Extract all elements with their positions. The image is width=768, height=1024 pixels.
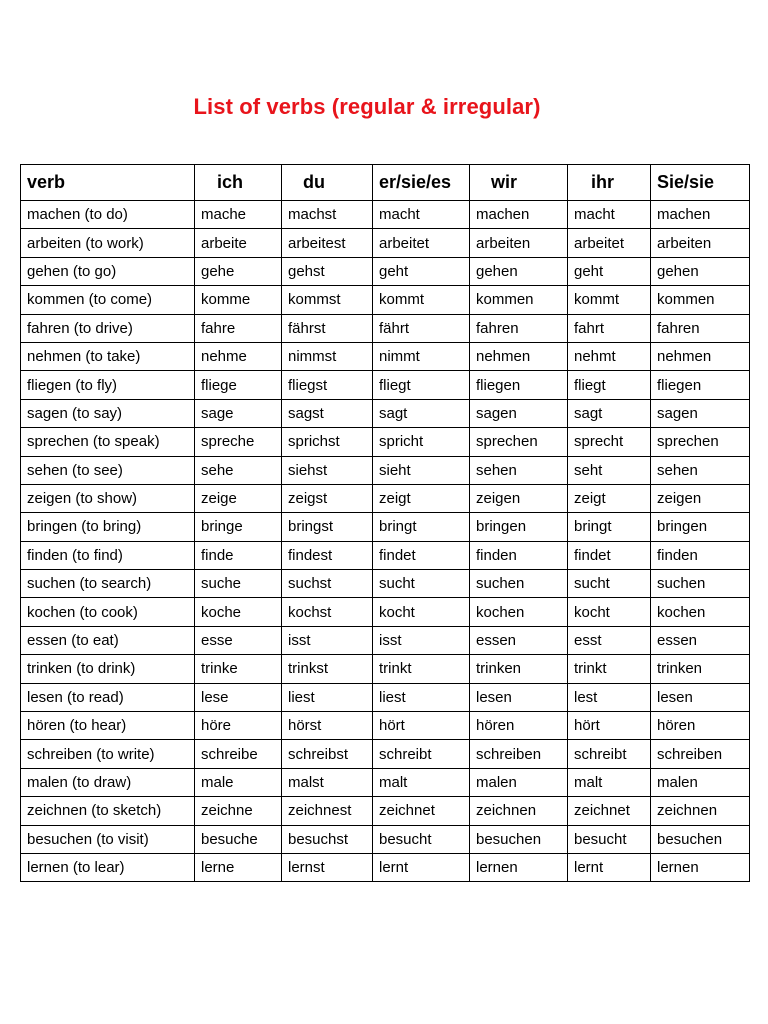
table-row bbox=[21, 342, 750, 370]
cell-du: zeigst bbox=[282, 484, 373, 512]
cell-ich: esse bbox=[195, 626, 282, 654]
cell-er-sie-es: zeigt bbox=[373, 484, 470, 512]
table-row bbox=[21, 286, 750, 314]
cell-er-sie-es: liest bbox=[373, 683, 470, 711]
cell-ihr: findet bbox=[568, 541, 651, 569]
cell-verb: suchen (to search) bbox=[21, 570, 195, 598]
cell-verb: fliegen (to fly) bbox=[21, 371, 195, 399]
cell-ich: arbeite bbox=[195, 229, 282, 257]
cell-du: arbeitest bbox=[282, 229, 373, 257]
cell-du: suchst bbox=[282, 570, 373, 598]
table-row bbox=[21, 598, 750, 626]
cell-ich: zeichne bbox=[195, 797, 282, 825]
cell-ihr: besucht bbox=[568, 825, 651, 853]
cell-er-sie-es: nimmt bbox=[373, 342, 470, 370]
cell-ich: fahre bbox=[195, 314, 282, 342]
table-row bbox=[21, 484, 750, 512]
cell-ihr: trinkt bbox=[568, 655, 651, 683]
cell-er-sie-es: geht bbox=[373, 257, 470, 285]
table-body bbox=[21, 201, 750, 882]
cell-er-sie-es: spricht bbox=[373, 428, 470, 456]
table-row bbox=[21, 371, 750, 399]
cell-verb: kochen (to cook) bbox=[21, 598, 195, 626]
cell-ihr: seht bbox=[568, 456, 651, 484]
cell-du: zeichnest bbox=[282, 797, 373, 825]
cell-wir: sprechen bbox=[470, 428, 568, 456]
cell-sie-formal: malen bbox=[651, 768, 750, 796]
cell-ihr: arbeitet bbox=[568, 229, 651, 257]
cell-wir: suchen bbox=[470, 570, 568, 598]
cell-verb: schreiben (to write) bbox=[21, 740, 195, 768]
cell-ihr: sucht bbox=[568, 570, 651, 598]
column-header-er-sie-es: er/sie/es bbox=[373, 165, 470, 201]
cell-du: gehst bbox=[282, 257, 373, 285]
cell-verb: kommen (to come) bbox=[21, 286, 195, 314]
cell-er-sie-es: kocht bbox=[373, 598, 470, 626]
column-header-ihr: ihr bbox=[568, 165, 651, 201]
cell-ich: fliege bbox=[195, 371, 282, 399]
table-row bbox=[21, 570, 750, 598]
cell-sie-formal: fahren bbox=[651, 314, 750, 342]
cell-ich: finde bbox=[195, 541, 282, 569]
cell-verb: lernen (to lear) bbox=[21, 853, 195, 881]
cell-sie-formal: trinken bbox=[651, 655, 750, 683]
table-row bbox=[21, 456, 750, 484]
cell-er-sie-es: schreibt bbox=[373, 740, 470, 768]
cell-wir: sehen bbox=[470, 456, 568, 484]
cell-ich: nehme bbox=[195, 342, 282, 370]
cell-ihr: bringt bbox=[568, 513, 651, 541]
cell-verb: sehen (to see) bbox=[21, 456, 195, 484]
cell-wir: fahren bbox=[470, 314, 568, 342]
cell-sie-formal: kommen bbox=[651, 286, 750, 314]
cell-ich: lerne bbox=[195, 853, 282, 881]
cell-verb: finden (to find) bbox=[21, 541, 195, 569]
cell-ich: besuche bbox=[195, 825, 282, 853]
cell-er-sie-es: hört bbox=[373, 712, 470, 740]
cell-verb: arbeiten (to work) bbox=[21, 229, 195, 257]
cell-sie-formal: machen bbox=[651, 201, 750, 229]
table-header bbox=[21, 165, 750, 201]
table-row bbox=[21, 257, 750, 285]
cell-du: isst bbox=[282, 626, 373, 654]
cell-er-sie-es: fährt bbox=[373, 314, 470, 342]
table-row bbox=[21, 201, 750, 229]
cell-wir: lesen bbox=[470, 683, 568, 711]
cell-wir: arbeiten bbox=[470, 229, 568, 257]
cell-verb: sprechen (to speak) bbox=[21, 428, 195, 456]
cell-sie-formal: sagen bbox=[651, 399, 750, 427]
cell-verb: bringen (to bring) bbox=[21, 513, 195, 541]
cell-du: sagst bbox=[282, 399, 373, 427]
table-row bbox=[21, 853, 750, 881]
cell-du: hörst bbox=[282, 712, 373, 740]
cell-du: fährst bbox=[282, 314, 373, 342]
table-row bbox=[21, 797, 750, 825]
table-row bbox=[21, 229, 750, 257]
cell-du: siehst bbox=[282, 456, 373, 484]
cell-sie-formal: zeichnen bbox=[651, 797, 750, 825]
cell-er-sie-es: lernt bbox=[373, 853, 470, 881]
table-row bbox=[21, 513, 750, 541]
cell-er-sie-es: findet bbox=[373, 541, 470, 569]
cell-du: bringst bbox=[282, 513, 373, 541]
table-row bbox=[21, 314, 750, 342]
cell-verb: fahren (to drive) bbox=[21, 314, 195, 342]
cell-ich: koche bbox=[195, 598, 282, 626]
cell-sie-formal: kochen bbox=[651, 598, 750, 626]
cell-verb: trinken (to drink) bbox=[21, 655, 195, 683]
cell-du: machst bbox=[282, 201, 373, 229]
cell-du: kochst bbox=[282, 598, 373, 626]
cell-ihr: macht bbox=[568, 201, 651, 229]
cell-wir: zeichnen bbox=[470, 797, 568, 825]
cell-ihr: malt bbox=[568, 768, 651, 796]
cell-du: findest bbox=[282, 541, 373, 569]
cell-verb: gehen (to go) bbox=[21, 257, 195, 285]
cell-ihr: lernt bbox=[568, 853, 651, 881]
cell-ich: sage bbox=[195, 399, 282, 427]
cell-ich: suche bbox=[195, 570, 282, 598]
verb-conjugation-table bbox=[20, 164, 750, 882]
table-row bbox=[21, 825, 750, 853]
table-row bbox=[21, 683, 750, 711]
cell-sie-formal: lernen bbox=[651, 853, 750, 881]
cell-ihr: fliegt bbox=[568, 371, 651, 399]
cell-wir: fliegen bbox=[470, 371, 568, 399]
cell-du: lernst bbox=[282, 853, 373, 881]
cell-sie-formal: nehmen bbox=[651, 342, 750, 370]
cell-sie-formal: sehen bbox=[651, 456, 750, 484]
cell-ich: sehe bbox=[195, 456, 282, 484]
cell-du: liest bbox=[282, 683, 373, 711]
cell-ich: gehe bbox=[195, 257, 282, 285]
header-row bbox=[21, 165, 750, 201]
table-row bbox=[21, 768, 750, 796]
cell-er-sie-es: arbeitet bbox=[373, 229, 470, 257]
cell-verb: nehmen (to take) bbox=[21, 342, 195, 370]
cell-sie-formal: suchen bbox=[651, 570, 750, 598]
cell-ich: trinke bbox=[195, 655, 282, 683]
cell-er-sie-es: malt bbox=[373, 768, 470, 796]
cell-du: nimmst bbox=[282, 342, 373, 370]
cell-ihr: nehmt bbox=[568, 342, 651, 370]
cell-wir: lernen bbox=[470, 853, 568, 881]
cell-er-sie-es: sucht bbox=[373, 570, 470, 598]
cell-du: kommst bbox=[282, 286, 373, 314]
table-row bbox=[21, 626, 750, 654]
cell-er-sie-es: sieht bbox=[373, 456, 470, 484]
cell-ich: schreibe bbox=[195, 740, 282, 768]
cell-ihr: kocht bbox=[568, 598, 651, 626]
cell-du: malst bbox=[282, 768, 373, 796]
cell-sie-formal: fliegen bbox=[651, 371, 750, 399]
cell-du: fliegst bbox=[282, 371, 373, 399]
cell-verb: machen (to do) bbox=[21, 201, 195, 229]
cell-wir: bringen bbox=[470, 513, 568, 541]
table-row bbox=[21, 740, 750, 768]
cell-verb: zeigen (to show) bbox=[21, 484, 195, 512]
cell-er-sie-es: kommt bbox=[373, 286, 470, 314]
cell-wir: malen bbox=[470, 768, 568, 796]
table-row bbox=[21, 655, 750, 683]
cell-wir: sagen bbox=[470, 399, 568, 427]
cell-ich: bringe bbox=[195, 513, 282, 541]
cell-ihr: sagt bbox=[568, 399, 651, 427]
cell-wir: besuchen bbox=[470, 825, 568, 853]
cell-ihr: hört bbox=[568, 712, 651, 740]
cell-wir: kommen bbox=[470, 286, 568, 314]
cell-ihr: geht bbox=[568, 257, 651, 285]
cell-ihr: fahrt bbox=[568, 314, 651, 342]
cell-wir: schreiben bbox=[470, 740, 568, 768]
cell-sie-formal: finden bbox=[651, 541, 750, 569]
cell-verb: sagen (to say) bbox=[21, 399, 195, 427]
cell-wir: zeigen bbox=[470, 484, 568, 512]
cell-verb: essen (to eat) bbox=[21, 626, 195, 654]
cell-er-sie-es: zeichnet bbox=[373, 797, 470, 825]
cell-wir: machen bbox=[470, 201, 568, 229]
cell-sie-formal: arbeiten bbox=[651, 229, 750, 257]
cell-sie-formal: lesen bbox=[651, 683, 750, 711]
cell-wir: gehen bbox=[470, 257, 568, 285]
cell-sie-formal: besuchen bbox=[651, 825, 750, 853]
cell-wir: nehmen bbox=[470, 342, 568, 370]
cell-sie-formal: schreiben bbox=[651, 740, 750, 768]
cell-verb: malen (to draw) bbox=[21, 768, 195, 796]
cell-wir: essen bbox=[470, 626, 568, 654]
cell-verb: besuchen (to visit) bbox=[21, 825, 195, 853]
column-header-wir: wir bbox=[470, 165, 568, 201]
cell-verb: zeichnen (to sketch) bbox=[21, 797, 195, 825]
cell-er-sie-es: isst bbox=[373, 626, 470, 654]
column-header-du: du bbox=[282, 165, 373, 201]
cell-du: sprichst bbox=[282, 428, 373, 456]
cell-wir: trinken bbox=[470, 655, 568, 683]
cell-ihr: schreibt bbox=[568, 740, 651, 768]
cell-sie-formal: gehen bbox=[651, 257, 750, 285]
cell-sie-formal: sprechen bbox=[651, 428, 750, 456]
cell-ich: zeige bbox=[195, 484, 282, 512]
column-header-sie-formal: Sie/sie bbox=[651, 165, 750, 201]
table-row bbox=[21, 399, 750, 427]
cell-ich: höre bbox=[195, 712, 282, 740]
cell-ihr: zeichnet bbox=[568, 797, 651, 825]
cell-er-sie-es: fliegt bbox=[373, 371, 470, 399]
cell-du: besuchst bbox=[282, 825, 373, 853]
cell-sie-formal: essen bbox=[651, 626, 750, 654]
cell-wir: kochen bbox=[470, 598, 568, 626]
cell-sie-formal: bringen bbox=[651, 513, 750, 541]
table-row bbox=[21, 428, 750, 456]
cell-er-sie-es: bringt bbox=[373, 513, 470, 541]
cell-du: trinkst bbox=[282, 655, 373, 683]
cell-verb: hören (to hear) bbox=[21, 712, 195, 740]
table-row bbox=[21, 712, 750, 740]
cell-er-sie-es: macht bbox=[373, 201, 470, 229]
cell-verb: lesen (to read) bbox=[21, 683, 195, 711]
cell-du: schreibst bbox=[282, 740, 373, 768]
cell-ihr: sprecht bbox=[568, 428, 651, 456]
cell-ihr: lest bbox=[568, 683, 651, 711]
column-header-verb: verb bbox=[21, 165, 195, 201]
cell-ihr: kommt bbox=[568, 286, 651, 314]
cell-ich: komme bbox=[195, 286, 282, 314]
table-row bbox=[21, 541, 750, 569]
cell-sie-formal: hören bbox=[651, 712, 750, 740]
column-header-ich: ich bbox=[195, 165, 282, 201]
cell-ich: spreche bbox=[195, 428, 282, 456]
cell-er-sie-es: besucht bbox=[373, 825, 470, 853]
cell-wir: finden bbox=[470, 541, 568, 569]
cell-ich: mache bbox=[195, 201, 282, 229]
cell-ihr: esst bbox=[568, 626, 651, 654]
cell-er-sie-es: trinkt bbox=[373, 655, 470, 683]
cell-ich: male bbox=[195, 768, 282, 796]
cell-ich: lese bbox=[195, 683, 282, 711]
page-title: List of verbs (regular & irregular) bbox=[193, 94, 541, 119]
cell-ihr: zeigt bbox=[568, 484, 651, 512]
cell-er-sie-es: sagt bbox=[373, 399, 470, 427]
cell-wir: hören bbox=[470, 712, 568, 740]
cell-sie-formal: zeigen bbox=[651, 484, 750, 512]
